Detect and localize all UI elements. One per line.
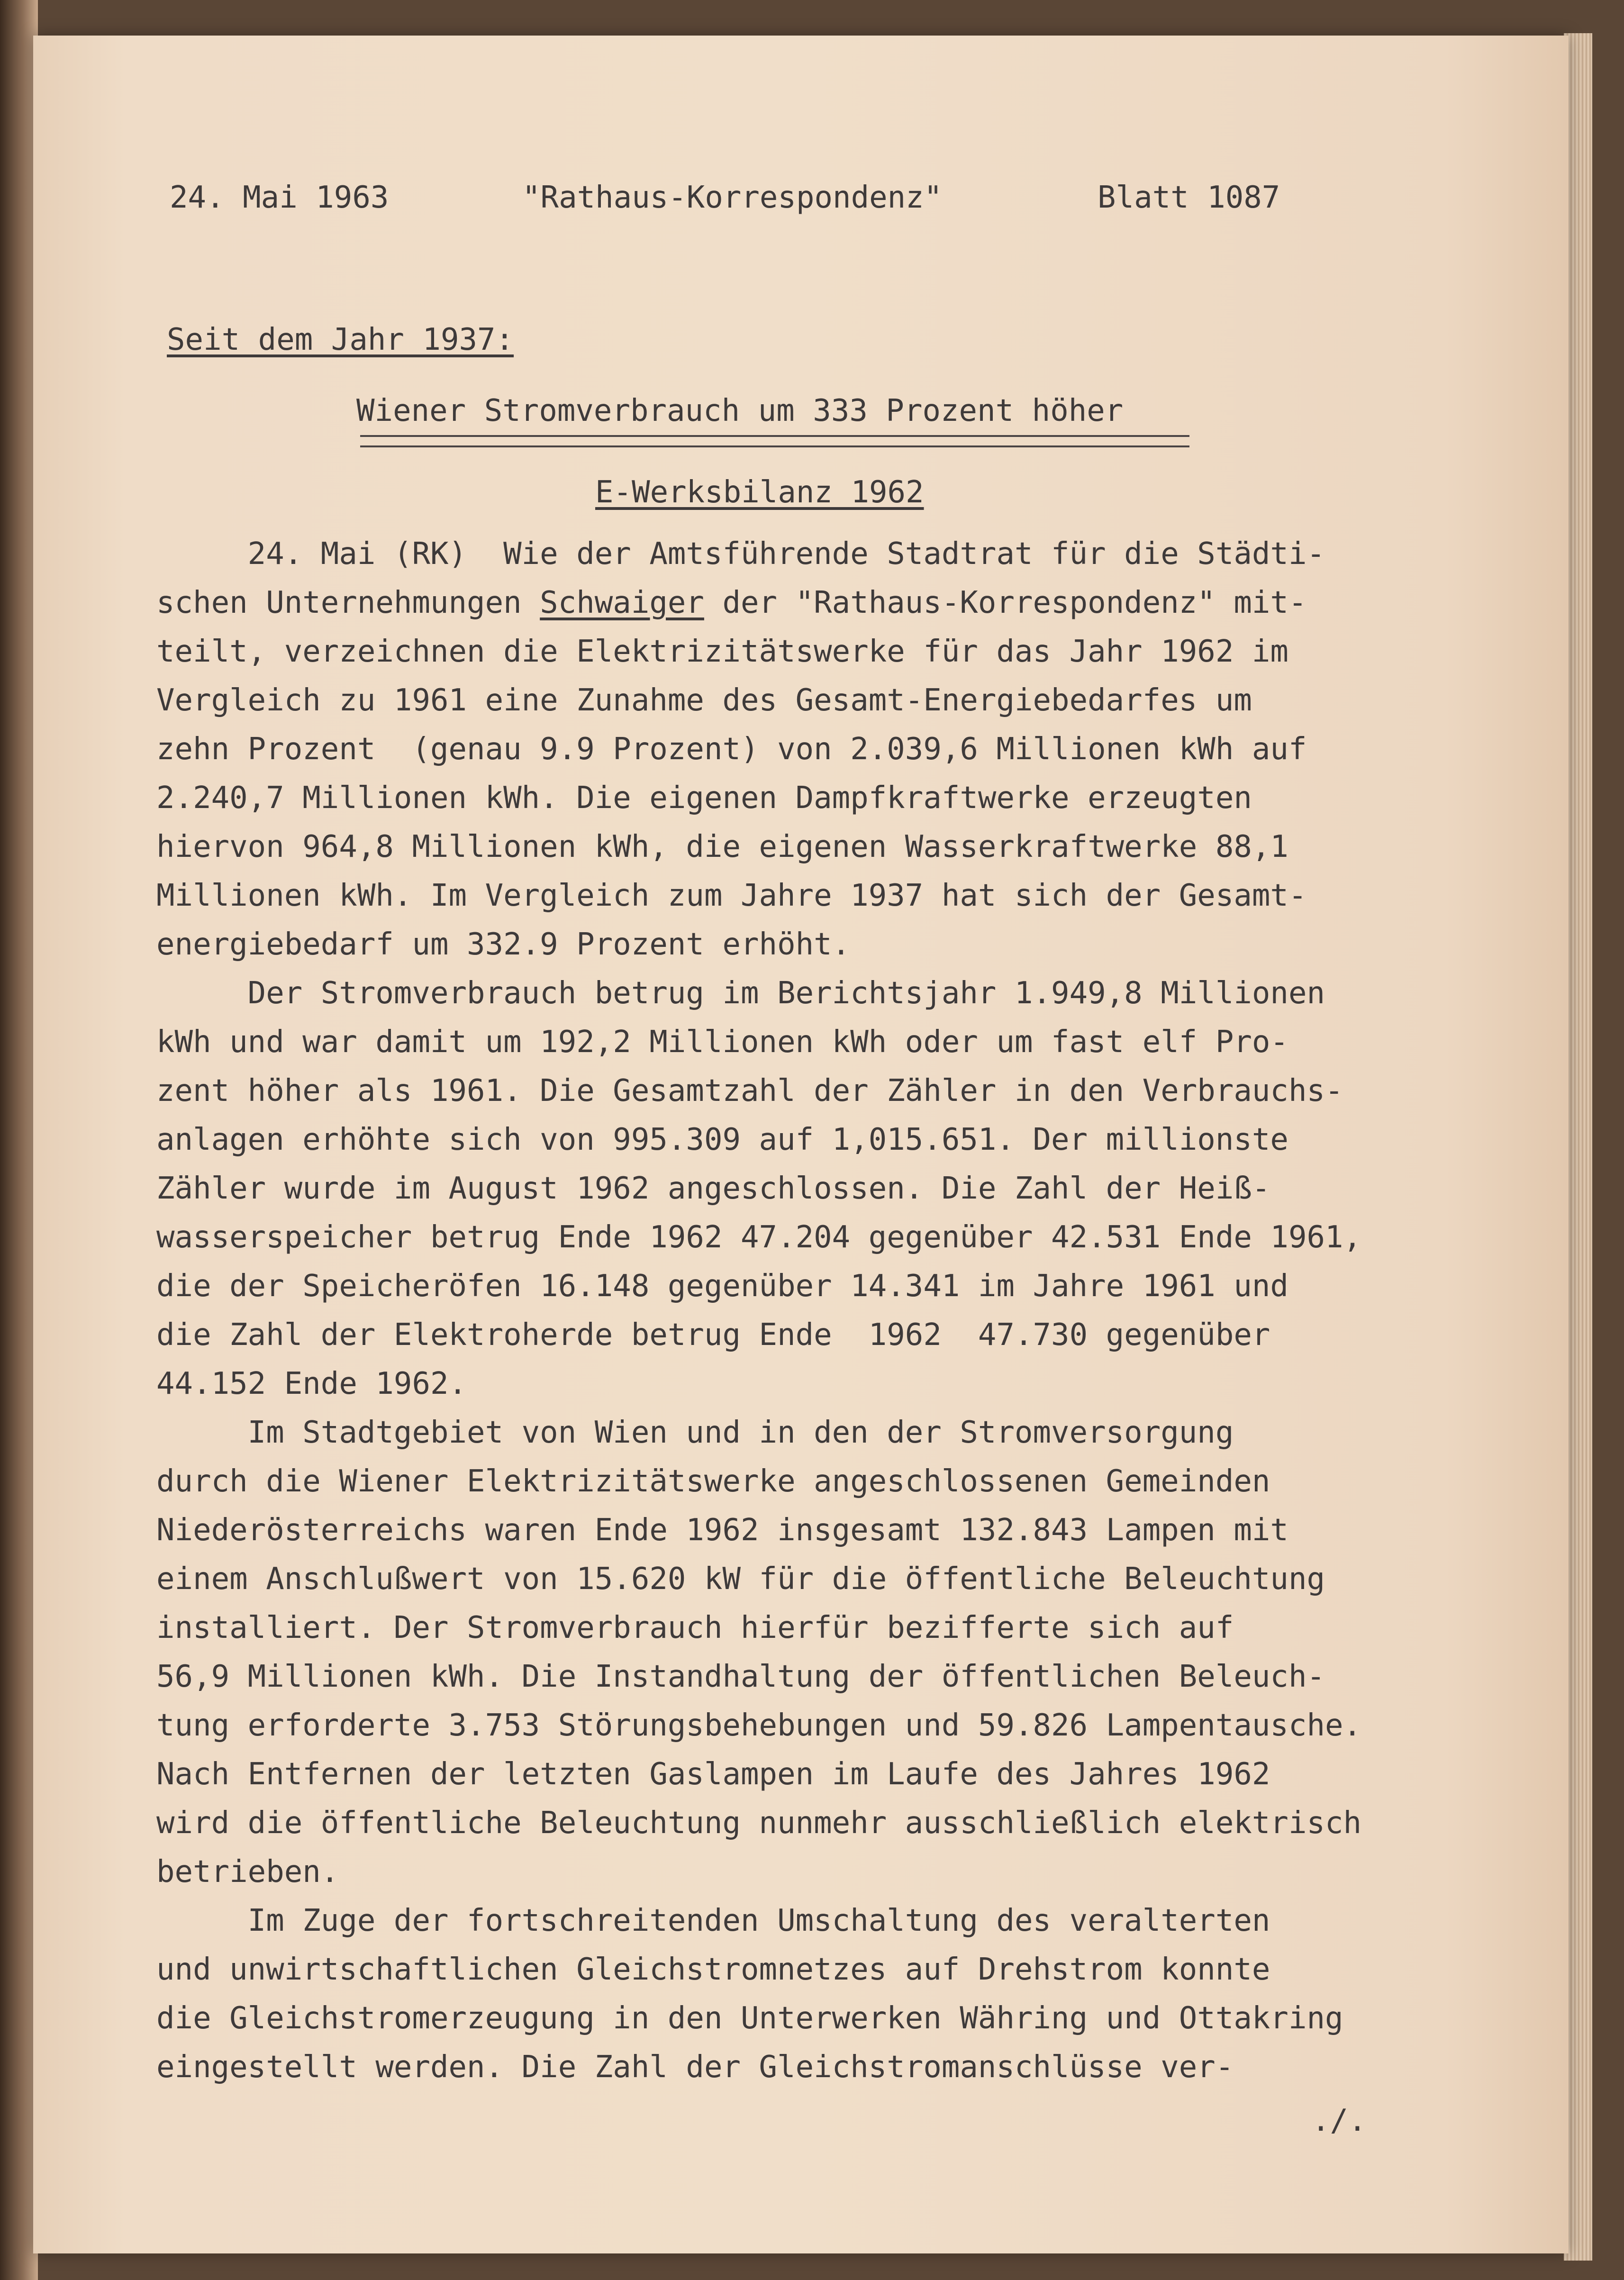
text-line: zent höher als 1961. Die Gesamtzahl der Zähler in den Verbrauchs-	[156, 1073, 1343, 1108]
text-line: die der Speicheröfen 16.148 gegenüber 14.341 im Jahre 1961 und	[156, 1269, 1288, 1304]
text-fragment: schen Unternehmungen	[156, 585, 540, 620]
subheadline: E-Werksbilanz 1962	[595, 475, 924, 510]
text-line: Zähler wurde im August 1962 angeschlossen. Die Zahl der Heiß-	[156, 1171, 1270, 1206]
text-line: eingestellt werden. Die Zahl der Gleichstromanschlüsse ver-	[156, 2050, 1234, 2085]
text-line	[156, 579, 1464, 627]
text-fragment: der "Rathaus-Korrespondenz" mit-	[704, 585, 1307, 620]
text-line: wird die öffentliche Beleuchtung nunmehr ausschließlich elektrisch	[156, 1806, 1362, 1841]
text-line: Niederösterreichs waren Ende 1962 insgesamt 132.843 Lampen mit	[156, 1513, 1288, 1548]
continuation-mark: ./.	[1312, 2103, 1367, 2138]
text-line: 24. Mai (RK) Wie der Amtsführende Stadtrat für die Städti-	[156, 536, 1325, 572]
text-line: durch die Wiener Elektrizitätswerke angeschlossenen Gemeinden	[156, 1464, 1270, 1499]
text-line: kWh und war damit um 192,2 Millionen kWh oder um fast elf Pro-	[156, 1025, 1288, 1060]
underlined-name: Schwaiger	[540, 585, 704, 620]
text-line: 44.152 Ende 1962.	[156, 1366, 467, 1401]
text-line: einem Anschlußwert von 15.620 kW für die öffentliche Beleuchtung	[156, 1562, 1325, 1597]
text-line: anlagen erhöhte sich von 995.309 auf 1,015.651. Der millionste	[156, 1122, 1288, 1157]
page-header	[0, 180, 1624, 237]
header-sheet-number: Blatt 1087	[1098, 180, 1280, 215]
text-line: Millionen kWh. Im Vergleich zum Jahre 1937 hat sich der Gesamt-	[156, 878, 1307, 913]
text-line: tung erforderte 3.753 Störungsbehebungen und 59.826 Lampentausche.	[156, 1708, 1362, 1743]
text-line: wasserspeicher betrug Ende 1962 47.204 gegenüber 42.531 Ende 1961,	[156, 1220, 1362, 1255]
paragraph-4	[156, 1897, 1464, 2092]
text-line: die Gleichstromerzeugung in den Unterwerken Währing und Ottakring	[156, 2001, 1343, 2036]
text-line: installiert. Der Stromverbrauch hierfür bezifferte sich auf	[156, 1610, 1234, 1645]
left-page-edge	[0, 0, 38, 2280]
header-publication: "Rathaus-Korrespondenz"	[522, 180, 943, 215]
text-line: 2.240,7 Millionen kWh. Die eigenen Dampfkraftwerke erzeugten	[156, 781, 1252, 816]
text-line: die Zahl der Elektroherde betrug Ende 1962 47.730 gegenüber	[156, 1317, 1270, 1353]
paragraph-2	[156, 969, 1464, 1408]
text-line: Im Zuge der fortschreitenden Umschaltung des veralterten	[156, 1903, 1270, 1938]
section-label: Seit dem Jahr 1937:	[167, 322, 514, 357]
double-rule-divider	[360, 435, 1189, 447]
text-line: 56,9 Millionen kWh. Die Instandhaltung der öffentlichen Beleuch-	[156, 1659, 1325, 1694]
text-line: zehn Prozent (genau 9.9 Prozent) von 2.039,6 Millionen kWh auf	[156, 732, 1307, 767]
text-line: betrieben.	[156, 1854, 339, 1889]
text-line: Der Stromverbrauch betrug im Berichtsjahr 1.949,8 Millionen	[156, 976, 1325, 1011]
text-line: Im Stadtgebiet von Wien und in den der Stromversorgung	[156, 1415, 1234, 1450]
header-date: 24. Mai 1963	[170, 180, 389, 215]
headline: Wiener Stromverbrauch um 333 Prozent höher	[356, 393, 1124, 428]
text-line: Nach Entfernen der letzten Gaslampen im Laufe des Jahres 1962	[156, 1757, 1270, 1792]
paragraph-1	[156, 530, 1464, 969]
paragraph-3	[156, 1408, 1464, 1897]
text-line: Vergleich zu 1961 eine Zunahme des Gesamt-Energiebedarfes um	[156, 683, 1252, 718]
text-line: hiervon 964,8 Millionen kWh, die eigenen Wasserkraftwerke 88,1	[156, 829, 1288, 864]
text-line: energiebedarf um 332.9 Prozent erhöht.	[156, 927, 851, 962]
article-body	[156, 530, 1464, 2092]
text-line: und unwirtschaftlichen Gleichstromnetzes auf Drehstrom konnte	[156, 1952, 1270, 1987]
text-line: teilt, verzeichnen die Elektrizitätswerke für das Jahr 1962 im	[156, 634, 1288, 669]
